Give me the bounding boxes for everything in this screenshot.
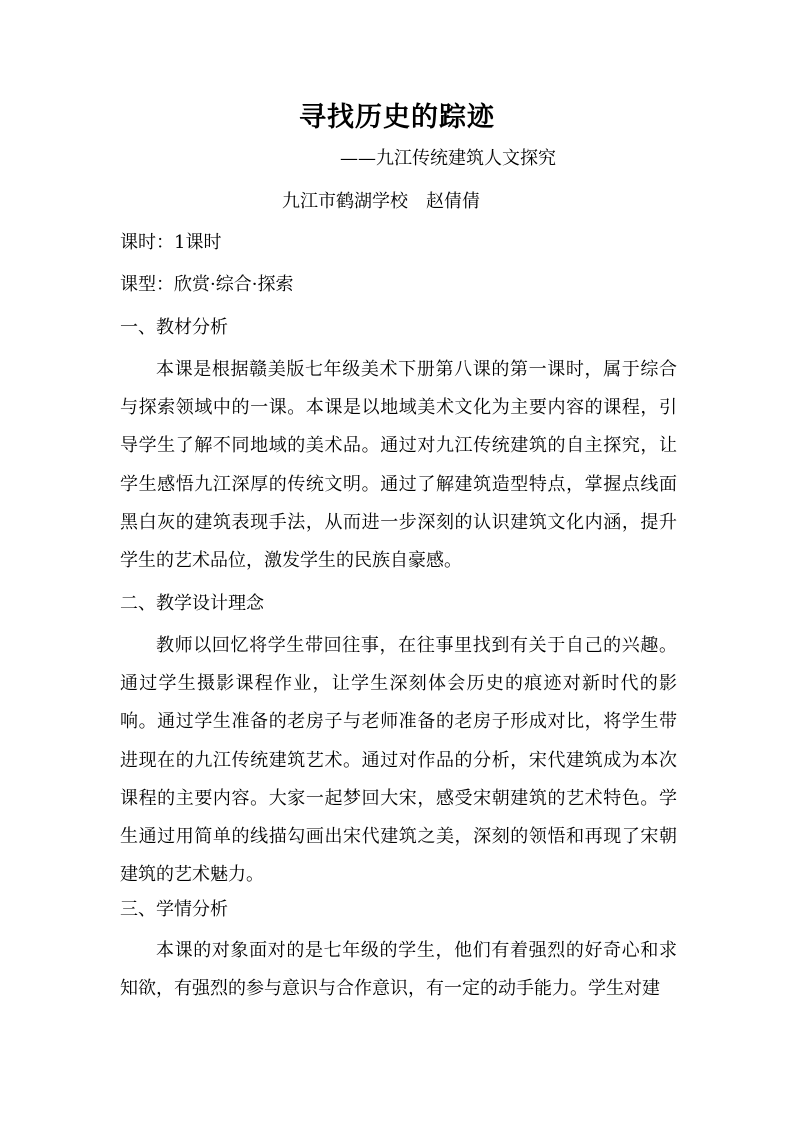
lesson-hours: 课时：1课时 [120,232,222,253]
section-body-design-concept: 教师以回忆将学生带回往事，在往事里找到有关于自己的兴趣。通过学生摄影课程作业，让学生深刻体会历史的痕迹对新时代的影响。通过学生准备的老房子与老师准备的老房子形成对比，将学生带进现在的九江传统建筑艺术。通过对作品的分析，宋代建筑成为本次课程的主要内容。大家一起梦回大宋，感受宋朝建筑的艺术特色。学生通过用简单的线描勾画出宋代建筑之美，深刻的领悟和再现了宋朝建筑的艺术魅力。 [120,635,677,886]
section-body-textbook-analysis: 本课是根据赣美版七年级美术下册第八课的第一课时，属于综合与探索领域中的一课。本课是以地域美术文化为主要内容的课程，引导学生了解不同地域的美术品。通过对九江传统建筑的自主探究，让学生感悟九江深厚的传统文明。通过了解建筑造型特点，掌握点线面黑白灰的建筑表现手法，从而进一步深刻的认识建筑文化内涵，提升学生的艺术品位，激发学生的民族自豪感。 [120,359,677,572]
section-heading-textbook-analysis: 一、教材分析 [120,317,228,338]
section-heading-design-concept: 二、教学设计理念 [120,593,264,614]
document-subtitle: ——九江传统建筑人文探究 [340,148,556,169]
author-school: 九江市鹤湖学校 [282,191,408,212]
section-body-student-analysis: 本课的对象面对的是七年级的学生，他们有着强烈的好奇心和求知欲，有强烈的参与意识与合作意识，有一定的动手能力。学生对建 [120,940,677,1000]
author-name: 赵倩倩 [426,191,480,212]
lesson-type: 课型：欣赏·综合·探索 [120,274,294,295]
section-heading-student-analysis: 三、学情分析 [120,899,228,920]
author-line [282,189,480,215]
document-title: 寻找历史的踪迹 [299,102,495,133]
